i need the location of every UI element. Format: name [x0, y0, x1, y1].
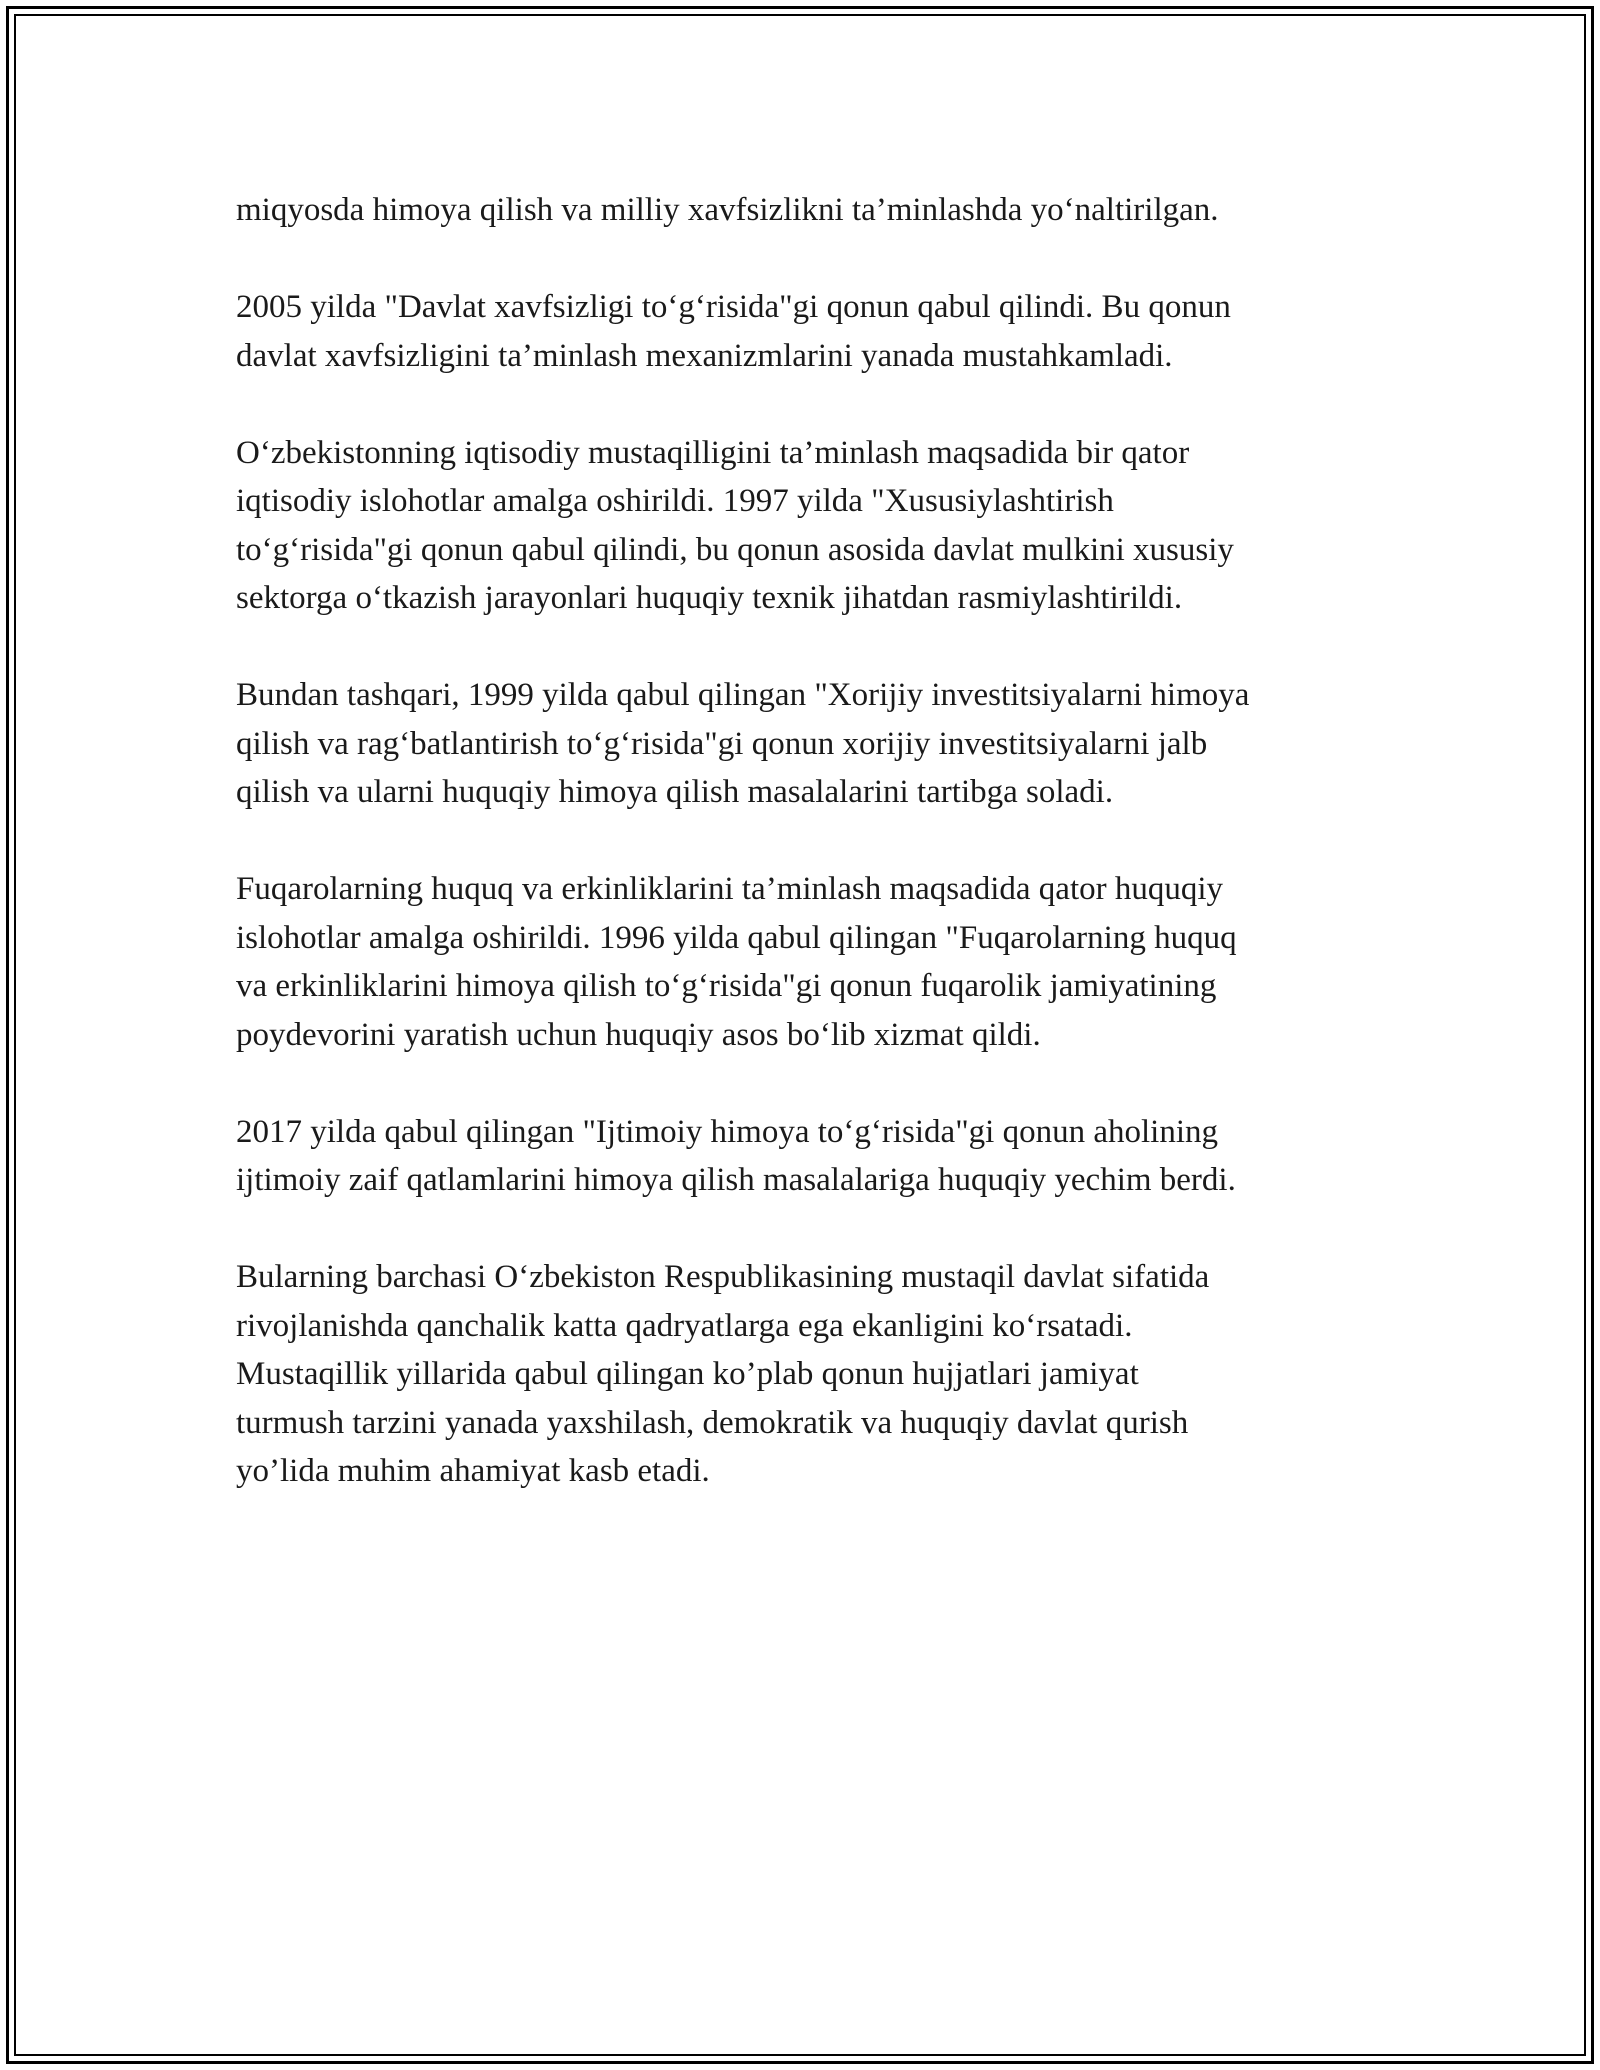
paragraph-4 — [236, 671, 1376, 817]
paragraph-5 — [236, 865, 1376, 1059]
text-line: sektorga o‘tkazish jarayonlari huquqiy texnik jihatdan rasmiylashtirildi. — [236, 580, 1183, 616]
text-line: miqyosda himoya qilish va milliy xavfsizlikni ta’minlashda yo‘naltirilgan. — [236, 192, 1219, 228]
text-line: Bularning barchasi O‘zbekiston Respublikasining mustaqil davlat sifatida — [236, 1259, 1210, 1295]
text-line: Mustaqillik yillarida qabul qilingan ko’plab qonun hujjatlari jamiyat — [236, 1356, 1139, 1392]
paragraph-7 — [236, 1253, 1376, 1496]
text-line: rivojlanishda qanchalik katta qadryatlarga ega ekanligini ko‘rsatadi. — [236, 1307, 1133, 1344]
text-line: yo’lida muhim ahamiyat kasb etadi. — [236, 1453, 710, 1489]
text-line: qilish va ularni huquqiy himoya qilish masalalarini tartibga soladi. — [236, 774, 1114, 810]
document-body — [236, 186, 1376, 1544]
text-line: 2017 yilda qabul qilingan "Ijtimoiy himoya to‘g‘risida"gi qonun aholining — [236, 1113, 1218, 1150]
paragraph-3 — [236, 429, 1376, 623]
text-line: islohotlar amalga oshirildi. 1996 yilda qabul qilingan "Fuqarolarning huquq — [236, 919, 1237, 956]
text-line: 2005 yilda "Davlat xavfsizligi to‘g‘risida"gi qonun qabul qilindi. Bu qonun — [236, 289, 1231, 325]
text-line: Fuqarolarning huquq va erkinliklarini ta’minlash maqsadida qator huquqiy — [236, 871, 1224, 907]
text-line: poydevorini yaratish uchun huquqiy asos bo‘lib xizmat qildi. — [236, 1016, 1041, 1053]
paragraph-1 — [236, 186, 1376, 235]
text-line: ijtimoiy zaif qatlamlarini himoya qilish masalalariga huquqiy yechim berdi. — [236, 1162, 1236, 1198]
text-line: Bundan tashqari, 1999 yilda qabul qilingan "Xorijiy investitsiyalarni himoya — [236, 677, 1250, 713]
text-line: va erkinliklarini himoya qilish to‘g‘risida"gi qonun fuqarolik jamiyatining — [236, 968, 1217, 1004]
paragraph-2 — [236, 283, 1376, 380]
paragraph-6 — [236, 1108, 1376, 1205]
text-line: turmush tarzini yanada yaxshilash, demokratik va huquqiy davlat qurish — [236, 1404, 1189, 1441]
text-line: O‘zbekistonning iqtisodiy mustaqilligini ta’minlash maqsadida bir qator — [236, 434, 1190, 471]
text-line: iqtisodiy islohotlar amalga oshirildi. 1997 yilda "Xususiylashtirish — [236, 483, 1114, 519]
text-line: davlat xavfsizligini ta’minlash mexanizmlarini yanada mustahkamladi. — [236, 337, 1173, 374]
text-line: to‘g‘risida"gi qonun qabul qilindi, bu qonun asosida davlat mulkini xususiy — [236, 531, 1234, 568]
text-line: qilish va rag‘batlantirish to‘g‘risida"gi qonun xorijiy investitsiyalarni jalb — [236, 725, 1208, 762]
